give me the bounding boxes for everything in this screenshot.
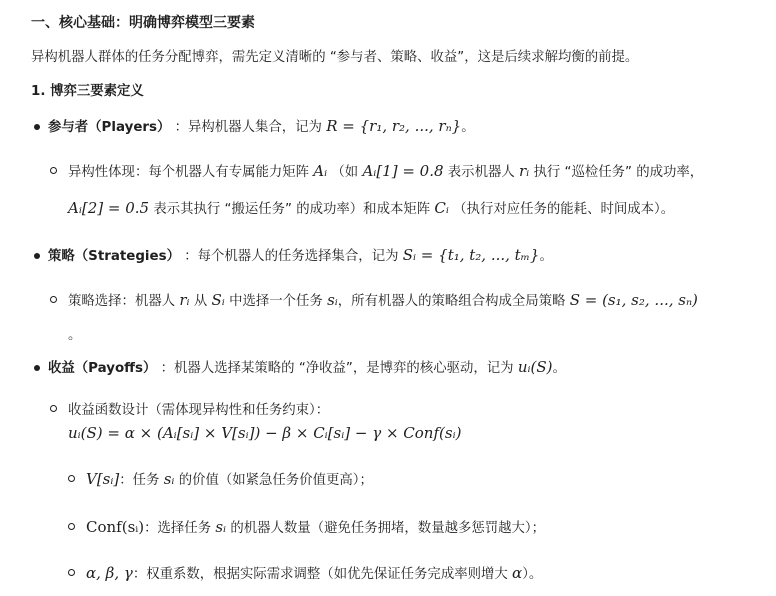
strategies-sub-ri: rᵢ bbox=[179, 291, 190, 309]
players-sub-mid2: 表示机器人 bbox=[447, 165, 515, 180]
payoff-item-v-mid: ：任务 bbox=[119, 473, 160, 488]
payoff-item-conf-mid: ：选择任务 bbox=[144, 521, 212, 536]
payoff-item-v-math: V[sᵢ] bbox=[86, 470, 120, 488]
players-sub2-end: （执行对应任务的能耗、时间成本）。 bbox=[453, 202, 675, 217]
strategies-end: 。 bbox=[539, 249, 553, 264]
bullet-circle-icon bbox=[50, 296, 57, 303]
payoff-item-v-text: 的价值（如紧急任务价值更高）； bbox=[178, 473, 373, 488]
payoff-item-v bbox=[86, 469, 373, 488]
strategies-formula: Sᵢ = {t₁, t₂, ..., tₘ} bbox=[402, 246, 540, 264]
subheading: 1. 博弈三要素定义 bbox=[31, 84, 144, 99]
payoff-item-conf-var: sᵢ bbox=[215, 518, 227, 536]
payoff-item-weights bbox=[86, 563, 542, 582]
strategies-subitem bbox=[68, 290, 698, 309]
strategies-sub-from: 从 bbox=[193, 294, 208, 309]
payoffs-formula: uᵢ(S) bbox=[517, 358, 553, 376]
players-formula: R = {r₁, r₂, ..., rₙ} bbox=[326, 117, 462, 135]
bullet-circle-icon bbox=[68, 569, 75, 576]
payoff-item-conf-math: Conf(sᵢ) bbox=[86, 518, 145, 536]
players-sub-end: 执行 “巡检任务” 的成功率， bbox=[533, 165, 704, 180]
section-heading: 一、核心基础：明确博弈模型三要素 bbox=[31, 15, 255, 31]
bullet-circle-icon bbox=[68, 523, 75, 530]
bullet-disc-icon bbox=[34, 365, 40, 371]
strategies-term: 策略（Strategies） bbox=[48, 249, 180, 264]
payoff-item-weights-math: α, β, γ bbox=[86, 564, 133, 582]
strategies-text: ：每个机器人的任务选择集合，记为 bbox=[184, 249, 399, 264]
players-sub2-formula: Aᵢ[2] = 0.5 bbox=[68, 199, 150, 217]
payoff-item-v-var: sᵢ bbox=[163, 470, 175, 488]
payoffs-end: 。 bbox=[552, 361, 566, 376]
strategies-sub-prefix: 策略选择：机器人 bbox=[68, 294, 176, 309]
bullet-disc-icon bbox=[34, 124, 40, 130]
bullet-circle-icon bbox=[50, 405, 57, 412]
bullet-circle-icon bbox=[68, 475, 75, 482]
strategies-item bbox=[48, 245, 553, 264]
players-sub-formula: Aᵢ[1] = 0.8 bbox=[362, 162, 444, 180]
players-end: 。 bbox=[461, 120, 475, 135]
strategies-sub-si: sᵢ bbox=[327, 291, 338, 309]
payoffs-design-label: 收益函数设计（需体现异构性和任务约束）： bbox=[68, 403, 330, 418]
players-text: ：异构机器人集合，记为 bbox=[174, 120, 322, 135]
payoff-item-weights-mid: ：权重系数，根据实际需求调整（如优先保证任务完成率则增大 bbox=[132, 567, 508, 582]
players-sub2-mid: 表示其执行 “搬运任务” 的成功率）和成本矩阵 bbox=[153, 202, 431, 217]
payoff-item-weights-text: ）。 bbox=[522, 567, 543, 582]
payoff-item-weights-var: α bbox=[512, 564, 523, 582]
players-sub-Ai: Aᵢ bbox=[313, 162, 328, 180]
intro-paragraph: 异构机器人群体的任务分配博弈，需先定义清晰的 “参与者、策略、收益”，这是后续求解均衡的前提。 bbox=[31, 50, 639, 65]
strategies-sub-end: 。 bbox=[68, 328, 82, 343]
players-subitem-line1 bbox=[68, 161, 703, 180]
players-term: 参与者（Players） bbox=[48, 120, 171, 135]
payoffs-item bbox=[48, 357, 566, 376]
players-sub-mid: （如 bbox=[331, 165, 359, 180]
payoff-item-conf bbox=[86, 517, 545, 536]
players-sub-prefix: 异构性体现：每个机器人有专属能力矩阵 bbox=[68, 165, 310, 180]
strategies-sub-Si: Sᵢ bbox=[211, 291, 225, 309]
payoff-item-conf-text: 的机器人数量（避免任务拥堵，数量越多惩罚越大）； bbox=[230, 521, 546, 536]
bullet-circle-icon bbox=[50, 167, 57, 174]
players-item bbox=[48, 116, 475, 135]
payoffs-text: ：机器人选择某策略的 “净收益”，是博弈的核心驱动，记为 bbox=[160, 361, 514, 376]
payoffs-term: 收益（Payoffs） bbox=[48, 361, 157, 376]
bullet-disc-icon bbox=[34, 253, 40, 259]
payoffs-design-formula: uᵢ(S) = α × (Aᵢ[sᵢ] × V[sᵢ]) − β × Cᵢ[sᵢ] − γ × Conf(sᵢ) bbox=[68, 424, 462, 442]
strategies-sub-mid2: ，所有机器人的策略组合构成全局策略 bbox=[337, 294, 566, 309]
players-sub2-Ci: Cᵢ bbox=[434, 199, 449, 217]
players-subitem-line2 bbox=[68, 198, 674, 217]
strategies-sub-formula: S = (s₁, s₂, ..., sₙ) bbox=[569, 291, 698, 309]
strategies-sub-mid: 中选择一个任务 bbox=[229, 294, 323, 309]
players-sub-ri: rᵢ bbox=[519, 162, 530, 180]
